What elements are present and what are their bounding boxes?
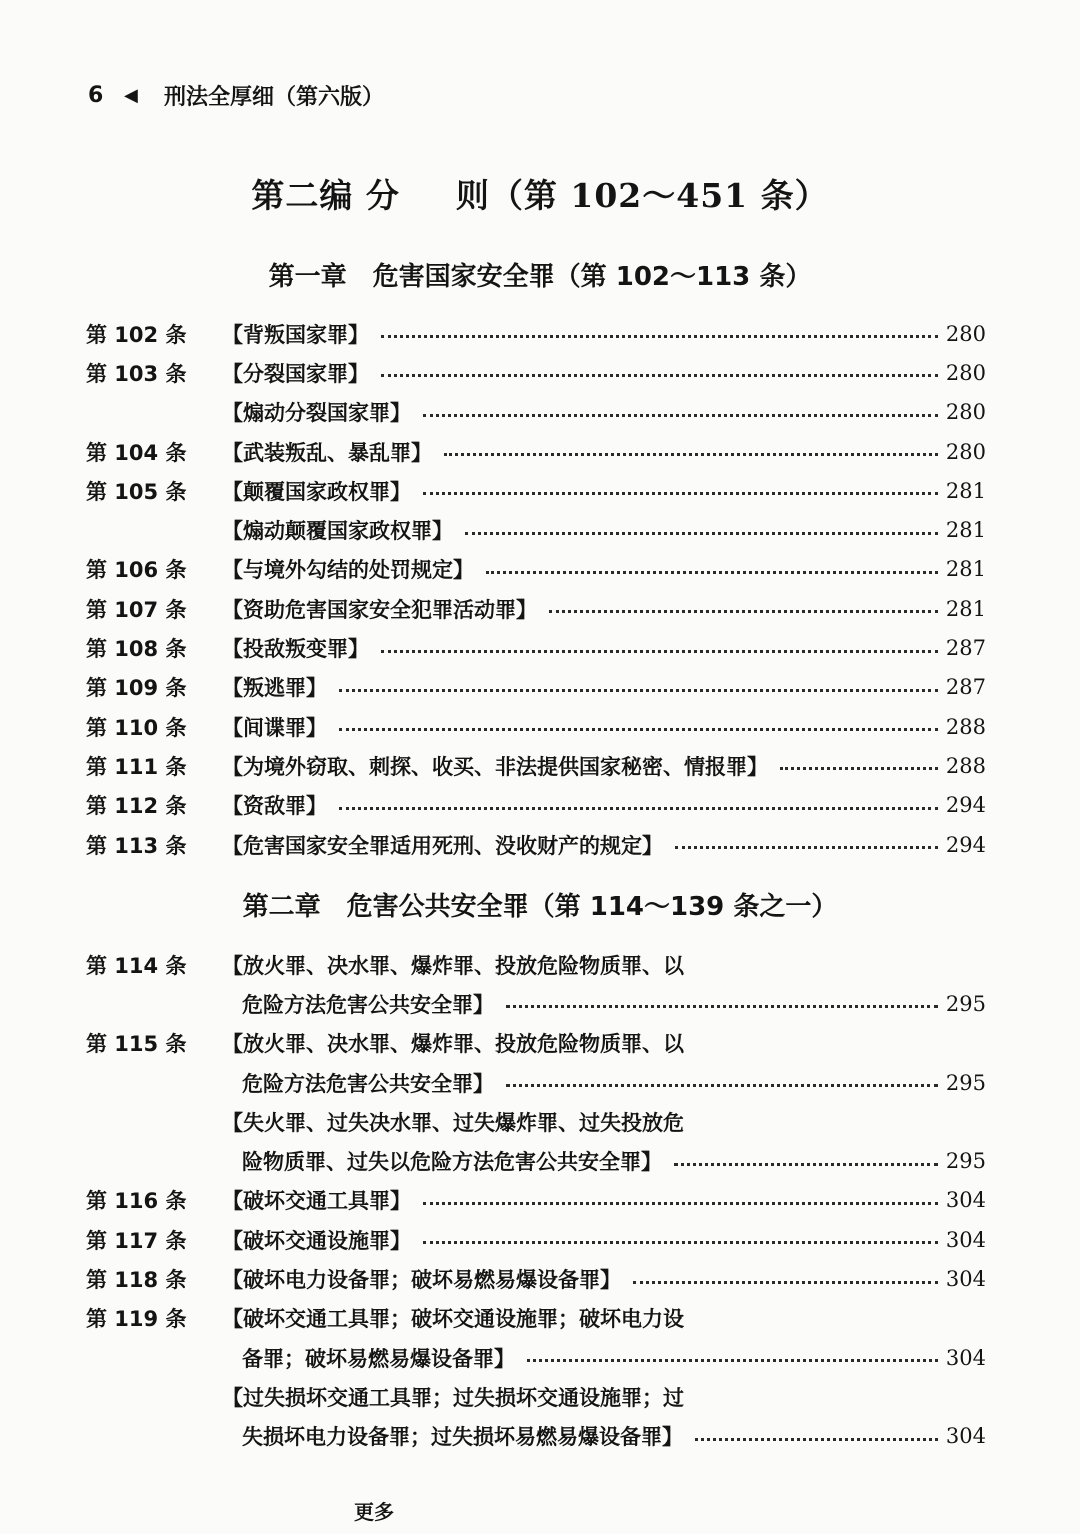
- article-number: 第 119 条: [86, 1307, 187, 1332]
- more-link[interactable]: 更多: [354, 1500, 394, 1524]
- entry-title: 【叛逃罪】: [222, 676, 327, 701]
- page-number: 6: [88, 83, 104, 108]
- entry-title: 【投敌叛变罪】: [222, 637, 369, 662]
- entry-title: 险物质罪、过失以危险方法危害公共安全罪】: [242, 1150, 662, 1175]
- dot-leader: [695, 1438, 938, 1441]
- toc-row[interactable]: [86, 825, 986, 864]
- dot-leader: [444, 453, 938, 456]
- entry-title: 【资助危害国家安全犯罪活动罪】: [222, 597, 537, 622]
- dot-leader: [675, 846, 938, 849]
- chapter-2-label: 第二章: [242, 892, 321, 922]
- dot-leader: [381, 374, 938, 377]
- toc-row[interactable]: [86, 1338, 986, 1377]
- dot-leader: [381, 335, 938, 338]
- entry-title: 【煽动颠覆国家政权罪】: [222, 519, 453, 544]
- toc-row[interactable]: [86, 393, 986, 432]
- page-reference: 288: [945, 753, 986, 778]
- toc-row[interactable]: [86, 1417, 986, 1456]
- entry-title: 【过失损坏交通工具罪；过失损坏交通设施罪；过: [222, 1385, 684, 1410]
- dot-leader: [527, 1359, 938, 1362]
- article-number: 第 105 条: [86, 479, 187, 504]
- page-reference: 281: [945, 596, 986, 621]
- entry-title: 【为境外窃取、刺探、收买、非法提供国家秘密、情报罪】: [222, 754, 768, 779]
- article-number: 第 106 条: [86, 558, 187, 583]
- page-reference: 287: [945, 675, 986, 700]
- entry-title: 【放火罪、决水罪、爆炸罪、投放危险物质罪、以: [222, 953, 684, 978]
- page-reference: 304: [945, 1267, 986, 1292]
- toc-row[interactable]: [86, 945, 986, 984]
- page-reference: 281: [945, 518, 986, 543]
- toc-row[interactable]: [86, 471, 986, 510]
- dot-leader: [486, 571, 938, 574]
- article-number: 第 115 条: [86, 1032, 187, 1057]
- toc-row[interactable]: [86, 984, 986, 1023]
- entry-title: 【破坏电力设备罪；破坏易燃易爆设备罪】: [222, 1268, 621, 1293]
- page-reference: 287: [945, 636, 986, 661]
- toc-row[interactable]: [86, 1299, 986, 1338]
- article-number: 第 107 条: [86, 597, 187, 622]
- entry-title: 备罪；破坏易燃易爆设备罪】: [242, 1346, 515, 1371]
- dot-leader: [423, 414, 938, 417]
- article-number: 第 116 条: [86, 1189, 187, 1214]
- dot-leader: [423, 492, 938, 495]
- article-number: 第 102 条: [86, 322, 187, 347]
- chapter-1-label: 第一章: [268, 262, 347, 292]
- toc-row[interactable]: [86, 353, 986, 392]
- article-number: 第 111 条: [86, 754, 187, 779]
- toc-row[interactable]: [86, 786, 986, 825]
- article-number: 第 109 条: [86, 676, 187, 701]
- running-header: [88, 80, 384, 111]
- chapter-2-name: 危害公共安全罪（第 114～139 条之一）: [346, 892, 838, 922]
- article-number: 第 103 条: [86, 361, 187, 386]
- article-number: 第 112 条: [86, 794, 187, 819]
- toc-row[interactable]: [86, 550, 986, 589]
- left-arrow-icon: ◀: [124, 85, 138, 106]
- book-title: 刑法全厚细（第六版）: [164, 85, 385, 110]
- entry-title: 【颠覆国家政权罪】: [222, 479, 411, 504]
- page-reference: 280: [945, 360, 986, 385]
- toc-row[interactable]: [86, 432, 986, 471]
- page-reference: 304: [945, 1188, 986, 1213]
- entry-title: 危险方法危害公共安全罪】: [242, 1071, 494, 1096]
- page-reference: 280: [945, 400, 986, 425]
- toc-row[interactable]: [86, 707, 986, 746]
- toc-row[interactable]: [86, 589, 986, 628]
- page-reference: 295: [945, 991, 986, 1016]
- chapter-1-title: [0, 256, 1080, 293]
- article-number: 第 110 条: [86, 715, 187, 740]
- page-reference: 294: [945, 793, 986, 818]
- dot-leader: [423, 1241, 938, 1244]
- dot-leader: [506, 1084, 938, 1087]
- entry-title: 【武装叛乱、暴乱罪】: [222, 440, 432, 465]
- entry-title: 【破坏交通设施罪】: [222, 1228, 411, 1253]
- page-reference: 304: [945, 1227, 986, 1252]
- dot-leader: [674, 1163, 938, 1166]
- toc-row[interactable]: [86, 1377, 986, 1416]
- toc-row[interactable]: [86, 628, 986, 667]
- entry-title: 【与境外勾结的处罚规定】: [222, 558, 474, 583]
- chapter-2-title: [0, 886, 1080, 923]
- entry-title: 【危害国家安全罪适用死刑、没收财产的规定】: [222, 833, 663, 858]
- entry-title: 【背叛国家罪】: [222, 322, 369, 347]
- toc-row[interactable]: [86, 314, 986, 353]
- entry-title: 【分裂国家罪】: [222, 361, 369, 386]
- entry-title: 【破坏交通工具罪；破坏交通设施罪；破坏电力设: [222, 1307, 684, 1332]
- page-reference: 304: [945, 1424, 986, 1449]
- chapter-1-toc: [86, 314, 986, 864]
- page-reference: 280: [945, 321, 986, 346]
- entry-title: 【间谍罪】: [222, 715, 327, 740]
- article-number: 第 108 条: [86, 637, 187, 662]
- toc-row[interactable]: [86, 1024, 986, 1063]
- article-number: 第 118 条: [86, 1268, 187, 1293]
- article-number: 第 104 条: [86, 440, 187, 465]
- toc-row[interactable]: [86, 1181, 986, 1220]
- toc-row[interactable]: [86, 1141, 986, 1180]
- toc-row[interactable]: [86, 1063, 986, 1102]
- dot-leader: [633, 1281, 938, 1284]
- entry-title: 失损坏电力设备罪；过失损坏易燃易爆设备罪】: [242, 1425, 683, 1450]
- page-reference: 281: [945, 478, 986, 503]
- entry-title: 【失火罪、过失决水罪、过失爆炸罪、过失投放危: [222, 1110, 684, 1135]
- part-title-left: 第二编 分: [251, 176, 400, 215]
- article-number: 第 113 条: [86, 833, 187, 858]
- article-number: 第 117 条: [86, 1228, 187, 1253]
- dot-leader: [465, 532, 938, 535]
- dot-leader: [780, 767, 938, 770]
- article-number: 第 114 条: [86, 953, 187, 978]
- dot-leader: [506, 1005, 938, 1008]
- page-reference: 288: [945, 714, 986, 739]
- dot-leader: [339, 728, 938, 731]
- dot-leader: [423, 1202, 938, 1205]
- entry-title: 危险方法危害公共安全罪】: [242, 992, 494, 1017]
- entry-title: 【资敌罪】: [222, 794, 327, 819]
- dot-leader: [549, 610, 938, 613]
- toc-row[interactable]: [86, 510, 986, 549]
- toc-row[interactable]: [86, 668, 986, 707]
- entry-title: 【破坏交通工具罪】: [222, 1189, 411, 1214]
- toc-row[interactable]: [86, 746, 986, 785]
- chapter-1-name: 危害国家安全罪（第 102～113 条）: [372, 262, 812, 292]
- page-reference: 295: [945, 1070, 986, 1095]
- toc-row[interactable]: [86, 1259, 986, 1298]
- part-title-right: 则（第 102～451 条）: [455, 176, 829, 215]
- page-reference: 281: [945, 557, 986, 582]
- dot-leader: [381, 650, 938, 653]
- toc-row[interactable]: [86, 1220, 986, 1259]
- toc-row[interactable]: [86, 1102, 986, 1141]
- chapter-2-toc: [86, 945, 986, 1456]
- page-reference: 280: [945, 439, 986, 464]
- entry-title: 【煽动分裂国家罪】: [222, 401, 411, 426]
- entry-title: 【放火罪、决水罪、爆炸罪、投放危险物质罪、以: [222, 1032, 684, 1057]
- page-reference: 304: [945, 1345, 986, 1370]
- part-title: [0, 170, 1080, 217]
- dot-leader: [339, 807, 938, 810]
- page-reference: 294: [945, 832, 986, 857]
- dot-leader: [339, 689, 938, 692]
- page-reference: 295: [945, 1149, 986, 1174]
